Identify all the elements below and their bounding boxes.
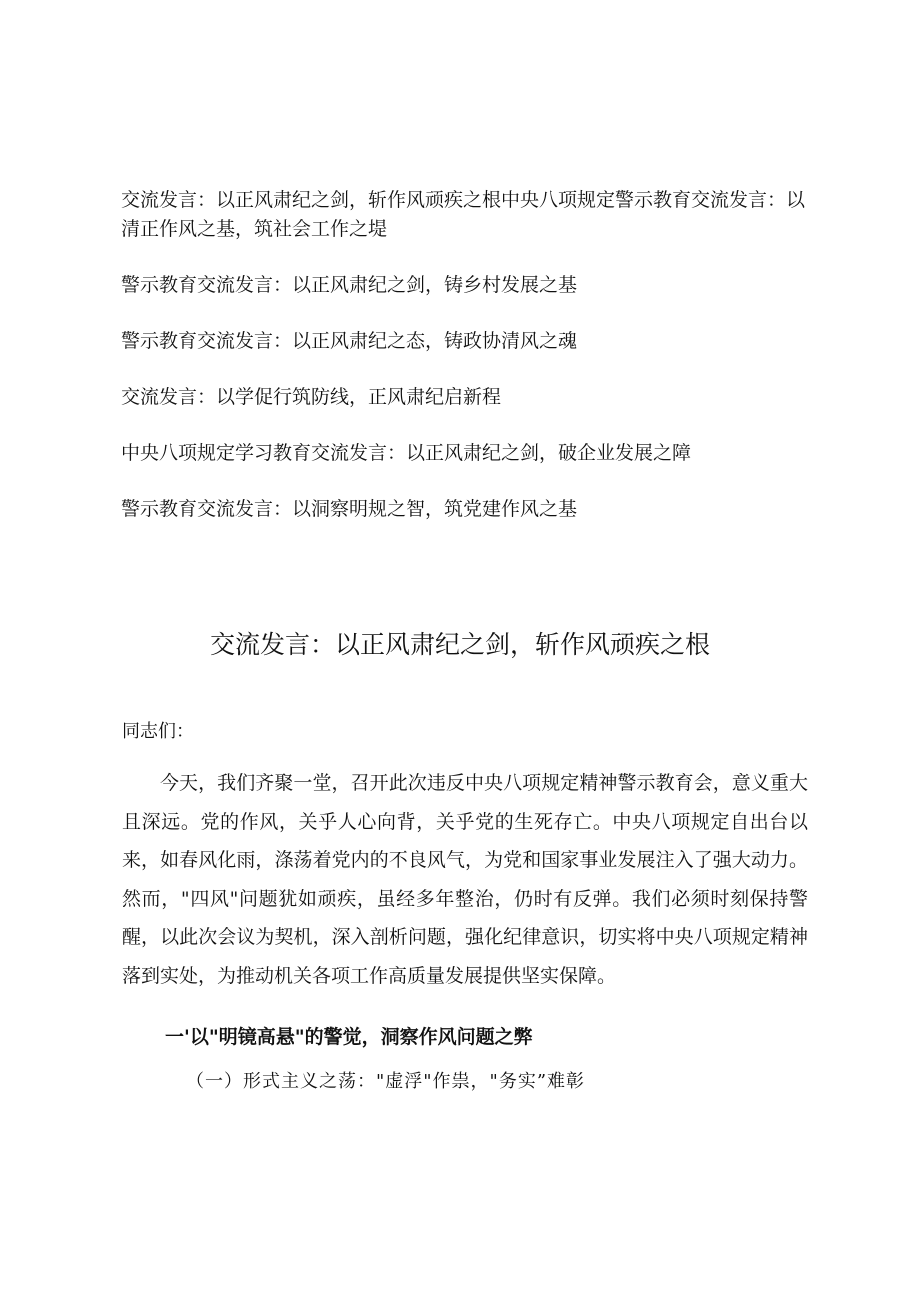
toc-item: 警示教育交流发言：以洞察明规之智，筑党建作风之基 [121, 498, 578, 520]
body-paragraph: 今天，我们齐聚一堂，召开此次违反中央八项规定精神警示教育会，意义重大且深远。党的作风，关乎人心向背，关乎党的生死存亡。中央八项规定自出台以来，如春风化雨，涤荡着党内的不良风气，为党和国家事业发展注入了强大动力。然而，"四风"问题犹如顽疾，虽经多年整治，仍时有反弹。我们必须时刻保持警醒，以此次会议为契机，深入剖析问题，强化纪律意识，切实将中央八项规定精神落到实处，为推动机关各项工作高质量发展提供坚实保障。 [122, 772, 808, 987]
toc-item: 交流发言：以正风肃纪之剑，斩作风顽疾之根中央八项规定警示教育交流发言：以清正作风之基，筑社会工作之堤 [121, 189, 806, 240]
salutation: 同志们： [122, 721, 194, 742]
subsection-heading: （一）形式主义之荡："虚浮"作祟，"务实”难彰 [186, 1071, 586, 1092]
toc-item: 中央八项规定学习教育交流发言：以正风肃纪之剑，破企业发展之障 [121, 442, 692, 464]
article-title: 交流发言：以正风肃纪之剑，斩作风顽疾之根 [209, 630, 710, 659]
toc-item: 警示教育交流发言：以正风肃纪之剑，铸乡村发展之基 [121, 274, 578, 296]
article-body [122, 718, 808, 995]
section-heading: 一'以"明镜高悬"的警觉，洞察作风问题之弊 [165, 1026, 533, 1048]
toc-item: 警示教育交流发言：以正风肃纪之态，铸政协清风之魂 [121, 330, 578, 352]
toc-item: 交流发言：以学促行筑防线，正风肃纪启新程 [121, 386, 502, 408]
table-of-contents [121, 186, 811, 551]
